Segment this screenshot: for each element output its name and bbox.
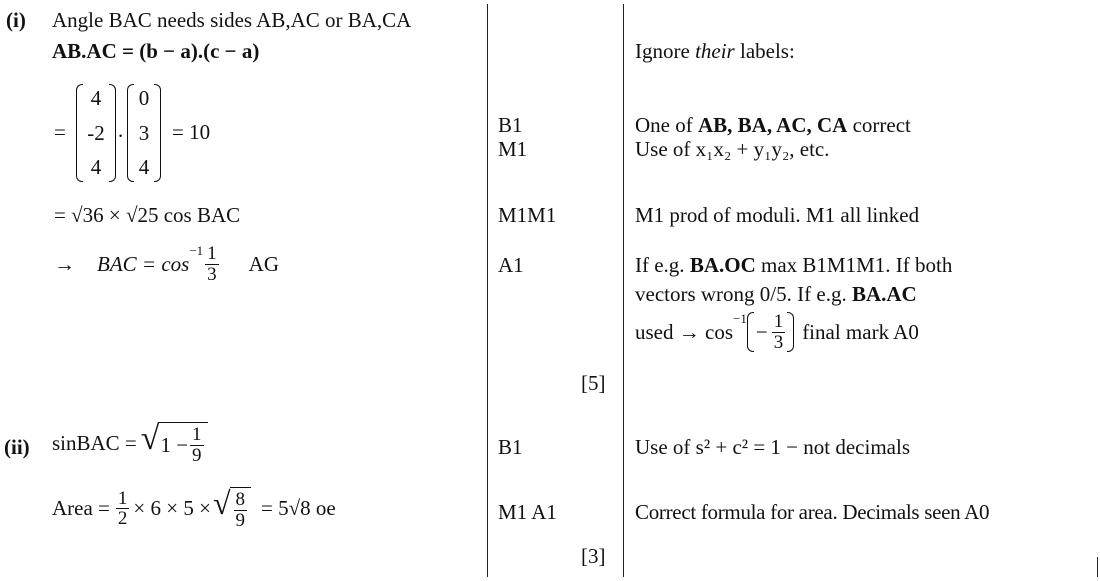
part-i-line1-text: Angle BAC needs sides AB,AC or BA,CA <box>52 8 412 32</box>
guidance-one-of <box>635 115 911 136</box>
right-bracket-icon <box>787 312 794 352</box>
g4c-post: final mark A0 <box>802 319 919 344</box>
vec-b-z: 4 <box>138 155 150 179</box>
vec-a-x: 4 <box>90 86 102 110</box>
g4c-bracket <box>747 312 794 353</box>
sin-lhs: sinBAC = <box>52 431 137 456</box>
eight-ninths-fraction <box>234 490 248 531</box>
arrow: → <box>54 251 75 276</box>
sqrt-radical-icon-2: √ <box>212 485 231 521</box>
half-fraction <box>116 489 130 530</box>
half-num: 1 <box>117 487 128 509</box>
g4b-pre: vectors wrong 0/5. If e.g. <box>635 282 852 306</box>
g4c-num: 1 <box>773 311 784 332</box>
g0-italic: their <box>695 39 735 63</box>
sin-line <box>52 422 208 466</box>
mark-m1m1: M1M1 <box>498 203 557 227</box>
part-i-total: [5] <box>581 371 606 395</box>
guidance-area-formula: Correct formula for area. Decimals seen A0 <box>635 500 990 524</box>
dot-result: = 10 <box>172 120 211 144</box>
half-den: 2 <box>117 508 128 530</box>
vec-a-z: 4 <box>90 155 102 179</box>
g1-bold: AB, BA, AC, CA <box>697 113 848 137</box>
part-ii-total: [3] <box>581 544 606 568</box>
one-third-num: 1 <box>207 243 217 264</box>
area-result: = 5√8 oe <box>261 496 336 521</box>
sqrt-radical-icon: √ <box>140 420 160 457</box>
area-line <box>52 487 336 531</box>
vector-a <box>76 84 116 182</box>
g0-post: labels: <box>734 39 795 63</box>
g1-post: correct <box>847 113 911 137</box>
guidance-use-of: Use of x₁x₂ + y₁y₂, etc. <box>635 137 830 161</box>
one-ninth-fraction <box>190 425 204 466</box>
eight-ninths-den: 9 <box>235 509 245 531</box>
page-edge-mark <box>1097 557 1098 577</box>
area-sqrt-body <box>230 487 252 531</box>
one-third-fraction <box>205 244 219 285</box>
part-i-line1 <box>52 10 411 31</box>
g4c-pre: used → cos <box>635 319 733 344</box>
vector-b <box>127 84 161 182</box>
guidance-used-cos <box>635 312 919 353</box>
g4a-bold: BA.OC <box>689 253 756 277</box>
g4b-bold: BA.AC <box>851 282 917 306</box>
part-i-line2: AB.AC = (b − a).(c − a) <box>52 39 260 63</box>
sin-sqrt-body <box>158 422 207 466</box>
guidance-ignore-labels <box>635 41 795 62</box>
g1-pre: One of <box>635 113 698 137</box>
sin-sqrt <box>141 422 208 466</box>
g0-pre: Ignore <box>635 39 696 63</box>
part-i-label: (i) <box>6 8 26 32</box>
one-third-den: 3 <box>207 263 217 285</box>
inverse-superscript: −1 <box>189 243 204 258</box>
bac-eq: BAC = cos <box>97 251 190 276</box>
mark-b1-row1: B1 <box>498 113 523 137</box>
g4c-inv: −1 <box>733 311 747 326</box>
area-sqrt <box>213 487 251 531</box>
g4a-post: max B1M1M1. If both <box>755 253 953 277</box>
g4c-minus: − <box>755 319 768 344</box>
guidance-prod-moduli: M1 prod of moduli. M1 all linked <box>635 203 920 227</box>
mark-m1-row1: M1 <box>498 137 528 161</box>
modulus-line <box>54 205 240 226</box>
vec-b-y: 3 <box>138 120 150 145</box>
vec-dot: . <box>118 118 124 142</box>
one-ninth-den: 9 <box>192 444 202 466</box>
vec-b-x: 0 <box>138 86 150 110</box>
mark-b1-row4: B1 <box>498 435 523 459</box>
ag-label: AG <box>248 251 280 276</box>
vec-eq-sign: = <box>54 120 66 144</box>
guidance-s2-c2: Use of s² + c² = 1 − not decimals <box>635 435 910 459</box>
area-mid: × 6 × 5 × <box>133 496 211 521</box>
bac-line <box>54 244 279 285</box>
modulus-line-text: = √36 × √25 cos BAC <box>54 203 241 227</box>
column-divider-2 <box>623 4 624 577</box>
area-lhs: Area = <box>52 496 110 521</box>
guidance-vectors-wrong <box>635 284 917 305</box>
column-divider-1 <box>487 4 488 577</box>
one-ninth-num: 1 <box>192 424 202 445</box>
left-bracket-icon <box>747 312 754 352</box>
mark-a1: A1 <box>498 253 524 277</box>
g4c-den: 3 <box>773 331 784 353</box>
g4a-pre: If e.g. <box>635 253 690 277</box>
guidance-if-ba-oc <box>635 255 952 276</box>
mark-m1a1: M1 A1 <box>498 500 557 524</box>
g4c-fraction <box>772 312 786 353</box>
part-ii-label: (ii) <box>4 435 30 459</box>
vec-a-y: -2 <box>87 120 105 145</box>
sqrt-one: 1 − <box>160 432 189 457</box>
eight-ninths-num: 8 <box>235 489 245 510</box>
